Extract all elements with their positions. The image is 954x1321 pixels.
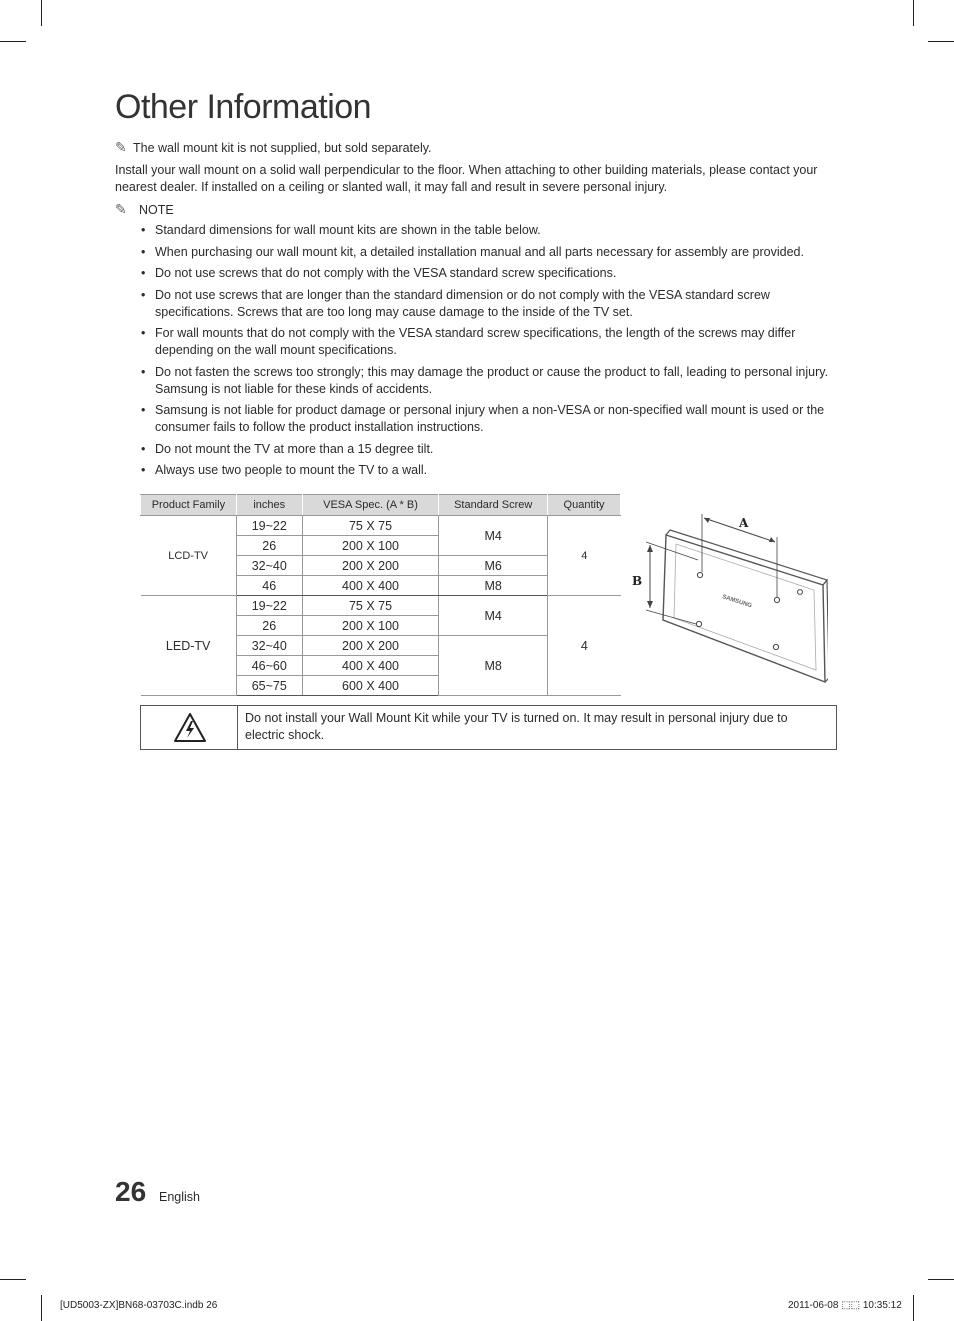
header-vesa-spec: VESA Spec. (A * B) xyxy=(302,495,439,516)
crop-mark xyxy=(41,0,42,26)
table-row: LCD-TV 19~22 75 X 75 M4 4 xyxy=(141,516,621,536)
page-title: Other Information xyxy=(115,88,372,126)
footer-timestamp: 2011-06-08 ⬚⬚ 10:35:12 xyxy=(788,1300,902,1311)
list-item: • When purchasing our wall mount kit, a detailed installation manual and all parts necessary for assembly are provided. xyxy=(141,244,804,259)
supply-note xyxy=(115,139,432,157)
header-product-family: Product Family xyxy=(141,495,237,516)
pencil-icon: ✎ xyxy=(115,139,127,155)
pencil-icon: ✎ xyxy=(115,201,127,217)
table-row: 46~60 400 X 400 xyxy=(141,656,621,676)
screw-cell: M8 xyxy=(439,636,548,696)
header-quantity: Quantity xyxy=(548,495,621,516)
screw-cell: M8 xyxy=(439,576,548,596)
quantity-cell: 4 xyxy=(548,596,621,696)
header-standard-screw: Standard Screw xyxy=(439,495,548,516)
dimension-label-b: B xyxy=(632,574,643,588)
caution-box xyxy=(140,705,837,750)
table-row: 26 200 X 100 xyxy=(141,616,621,636)
table-row: 26 200 X 100 xyxy=(141,536,621,556)
list-item: • Do not use screws that are longer than the standard dimension or do not comply with the VESA standard screw specifications. Screws that are too long may cause damage to the inside of the TV set. xyxy=(141,287,770,319)
dimension-label-a: A xyxy=(739,516,749,530)
brand-logo: SAMSUNG xyxy=(721,594,753,610)
product-family-cell: LCD-TV xyxy=(141,516,237,596)
list-item: • Do not fasten the screws too strongly; this may damage the product or cause the product to fall, leading to personal injury. Samsung is not liable for these kinds of accidents. xyxy=(141,364,829,396)
list-item: • Do not use screws that do not comply with the VESA standard screw specifications. xyxy=(141,266,617,280)
list-item: • For wall mounts that do not comply with the VESA standard screw specifications, the length of the screws may differ depending on the wall mount specifications. xyxy=(141,326,796,357)
list-item: • Do not mount the TV at more than a 15 degree tilt. xyxy=(141,441,434,456)
install-text: Install your wall mount on a solid wall perpendicular to the floor. When attaching to other building materials, please contact your nearest dealer. If installed on a ceiling or slanted wall, it may fall and result in severe personal injury. xyxy=(115,163,818,194)
caution-text: Do not install your Wall Mount Kit while your TV is turned on. It may result in personal injury due to electric shock. xyxy=(245,711,788,742)
crop-mark xyxy=(913,0,914,26)
note-heading xyxy=(115,201,174,219)
list-item: • Standard dimensions for wall mount kits are shown in the table below. xyxy=(141,223,541,237)
note-list xyxy=(140,222,840,484)
table-header-row xyxy=(141,495,621,516)
page-number: 26 xyxy=(115,1176,147,1207)
screw-cell: M6 xyxy=(439,556,548,576)
table-row: 65~75 600 X 400 xyxy=(141,676,621,696)
caution-icon-cell xyxy=(141,706,238,749)
crop-mark xyxy=(0,1279,26,1280)
crop-mark xyxy=(928,1279,954,1280)
note-label: NOTE xyxy=(139,203,174,217)
crop-mark xyxy=(928,41,954,42)
crop-mark xyxy=(0,41,26,42)
list-item: • Samsung is not liable for product damage or personal injury when a non-VESA or non-specified wall mount is used or the consumer fails to follow the product installation instructions. xyxy=(141,403,825,434)
list-item: • Always use two people to mount the TV to a wall. xyxy=(141,463,428,477)
crop-mark xyxy=(913,1295,914,1321)
product-family-cell: LED-TV xyxy=(141,596,237,696)
screw-cell: M4 xyxy=(439,516,548,556)
footer-file-info: [UD5003-ZX]BN68-03703C.indb 26 xyxy=(60,1300,218,1311)
supply-note-text: The wall mount kit is not supplied, but sold separately. xyxy=(133,141,432,155)
table-row: 32~40 200 X 200 M8 xyxy=(141,636,621,656)
tv-wall-mount-diagram xyxy=(628,500,828,690)
header-inches: inches xyxy=(236,495,302,516)
electric-shock-warning-icon xyxy=(173,712,207,744)
table-row: LED-TV 19~22 75 X 75 M4 4 xyxy=(141,596,621,616)
screw-cell: M4 xyxy=(439,596,548,636)
quantity-cell: 4 xyxy=(548,516,621,596)
page-language: English xyxy=(159,1190,200,1204)
table-row: 46 400 X 400 M8 xyxy=(141,576,621,596)
table-row: 32~40 200 X 200 M6 xyxy=(141,556,621,576)
vesa-spec-table xyxy=(140,494,621,696)
crop-mark xyxy=(41,1295,42,1321)
